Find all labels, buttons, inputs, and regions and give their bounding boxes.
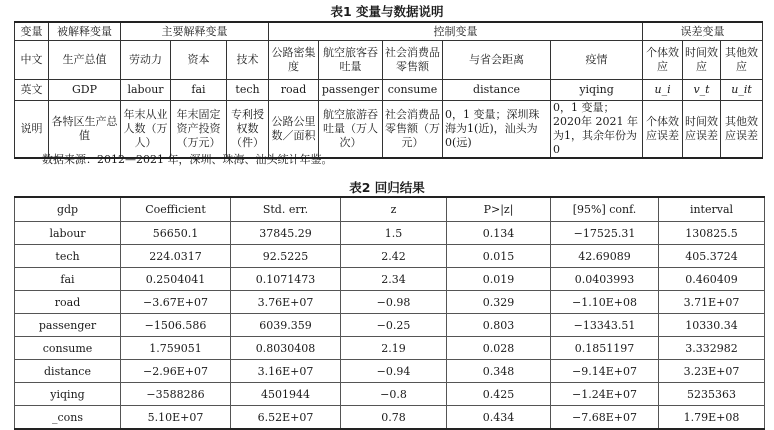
cn-cell: 疫情 — [551, 41, 643, 80]
column-header: z — [341, 197, 447, 222]
english-name-row — [15, 80, 763, 101]
table-cell: −0.8 — [341, 383, 447, 406]
table-row — [15, 314, 765, 337]
table-cell: 37845.29 — [231, 222, 341, 245]
cn-cell: 资本 — [171, 41, 227, 80]
table-cell: −3588286 — [121, 383, 231, 406]
cn-cell: 与省会距离 — [443, 41, 551, 80]
table-cell: 2.19 — [341, 337, 447, 360]
table-cell: 0.028 — [447, 337, 551, 360]
table-cell: −3.67E+07 — [121, 291, 231, 314]
row-label-desc: 说明 — [15, 101, 49, 159]
desc-cell: 时间效应误差 — [683, 101, 721, 159]
table-row — [15, 245, 765, 268]
column-header: gdp — [15, 197, 121, 222]
table-cell: 3.16E+07 — [231, 360, 341, 383]
en-cell: u_i — [643, 80, 683, 101]
table-cell: 0.78 — [341, 406, 447, 430]
table-cell: 6.52E+07 — [231, 406, 341, 430]
table-cell: 1.79E+08 — [659, 406, 765, 430]
table1-title: 表1 变量与数据说明 — [330, 4, 444, 19]
table-cell: yiqing — [15, 383, 121, 406]
control-header: 控制变量 — [269, 22, 643, 41]
table-cell: passenger — [15, 314, 121, 337]
table2-title: 表2 回归结果 — [349, 180, 425, 195]
table-cell: −13343.51 — [551, 314, 659, 337]
error-header: 误差变量 — [643, 22, 763, 41]
row-label-cn: 中文 — [15, 41, 49, 80]
variable-description-table — [14, 21, 763, 159]
desc-cell: 公路公里数／面积 — [269, 101, 319, 159]
table-cell: −17525.31 — [551, 222, 659, 245]
en-cell: tech — [227, 80, 269, 101]
cn-cell: 个体效应 — [643, 41, 683, 80]
table-cell: 3.76E+07 — [231, 291, 341, 314]
table-cell: tech — [15, 245, 121, 268]
table-cell: 4501944 — [231, 383, 341, 406]
table-cell: −7.68E+07 — [551, 406, 659, 430]
table-cell: 224.0317 — [121, 245, 231, 268]
var-header: 变量 — [15, 22, 49, 41]
table-cell: 1.759051 — [121, 337, 231, 360]
table-cell: 0.8030408 — [231, 337, 341, 360]
desc-cell: 社会消费品零售额（万元） — [383, 101, 443, 159]
desc-cell: 航空旅游吞吐量（万人次） — [319, 101, 383, 159]
column-header: Coefficient — [121, 197, 231, 222]
table-cell: 0.425 — [447, 383, 551, 406]
table-row — [15, 268, 765, 291]
table-cell: 6039.359 — [231, 314, 341, 337]
table-cell: 3.332982 — [659, 337, 765, 360]
table-cell: −9.14E+07 — [551, 360, 659, 383]
table-cell: 1.5 — [341, 222, 447, 245]
en-cell: road — [269, 80, 319, 101]
table-cell: fai — [15, 268, 121, 291]
cn-cell: 其他效应 — [721, 41, 763, 80]
cn-cell: 技术 — [227, 41, 269, 80]
table-cell: 2.34 — [341, 268, 447, 291]
table-cell: 0.1071473 — [231, 268, 341, 291]
table-cell: labour — [15, 222, 121, 245]
table-cell: −1.24E+07 — [551, 383, 659, 406]
table-row — [15, 383, 765, 406]
table-cell: −2.96E+07 — [121, 360, 231, 383]
desc-cell: 专利授权数（件） — [227, 101, 269, 159]
cn-cell: 航空旅客吞吐量 — [319, 41, 383, 80]
table-cell: consume — [15, 337, 121, 360]
table-cell: 92.5225 — [231, 245, 341, 268]
table-cell: 0.434 — [447, 406, 551, 430]
description-row — [15, 101, 763, 159]
data-source-note: 数据来源：2012—2021 年，深圳、珠海、汕头统计年鉴。 — [42, 153, 333, 166]
explained-header: 被解释变量 — [49, 22, 121, 41]
table-cell: 0.329 — [447, 291, 551, 314]
table-cell: 0.460409 — [659, 268, 765, 291]
table-cell: road — [15, 291, 121, 314]
cn-cell: 生产总值 — [49, 41, 121, 80]
table-cell: 0.015 — [447, 245, 551, 268]
table-cell: 3.23E+07 — [659, 360, 765, 383]
column-header: interval — [659, 197, 765, 222]
table-cell: −1506.586 — [121, 314, 231, 337]
table-cell: −1.10E+08 — [551, 291, 659, 314]
en-cell: v_t — [683, 80, 721, 101]
table-row — [15, 360, 765, 383]
en-cell: yiqing — [551, 80, 643, 101]
table-row — [15, 291, 765, 314]
desc-cell: 0，1 变量；深圳珠海为1(近)，汕头为0(远) — [443, 101, 551, 159]
cn-cell: 社会消费品零售额 — [383, 41, 443, 80]
chinese-name-row — [15, 41, 763, 80]
table-header-row — [15, 197, 765, 222]
group-header-row — [15, 22, 763, 41]
table-cell: 3.71E+07 — [659, 291, 765, 314]
table-cell: 56650.1 — [121, 222, 231, 245]
table-cell: −0.98 — [341, 291, 447, 314]
table-cell: distance — [15, 360, 121, 383]
en-cell: consume — [383, 80, 443, 101]
regression-results-table — [14, 196, 765, 430]
en-cell: distance — [443, 80, 551, 101]
table-cell: 0.2504041 — [121, 268, 231, 291]
desc-cell: 各特区生产总值 — [49, 101, 121, 159]
table-cell: 0.019 — [447, 268, 551, 291]
desc-cell: 个体效应误差 — [643, 101, 683, 159]
desc-cell: 年末固定资产投资（万元） — [171, 101, 227, 159]
column-header: [95%] conf. — [551, 197, 659, 222]
column-header: P>|z| — [447, 197, 551, 222]
table-cell: 0.1851197 — [551, 337, 659, 360]
table-cell: 42.69089 — [551, 245, 659, 268]
table-cell: 0.134 — [447, 222, 551, 245]
table-cell: 0.0403993 — [551, 268, 659, 291]
table-cell: 0.803 — [447, 314, 551, 337]
table-cell: −0.94 — [341, 360, 447, 383]
table-row — [15, 337, 765, 360]
table-cell: 5235363 — [659, 383, 765, 406]
en-cell: GDP — [49, 80, 121, 101]
en-cell: passenger — [319, 80, 383, 101]
cn-cell: 公路密集度 — [269, 41, 319, 80]
cn-cell: 劳动力 — [121, 41, 171, 80]
table-row — [15, 406, 765, 430]
table-cell: 5.10E+07 — [121, 406, 231, 430]
desc-cell: 其他效应误差 — [721, 101, 763, 159]
row-label-en: 英文 — [15, 80, 49, 101]
table-cell: 130825.5 — [659, 222, 765, 245]
en-cell: labour — [121, 80, 171, 101]
column-header: Std. err. — [231, 197, 341, 222]
table-cell: 405.3724 — [659, 245, 765, 268]
table-cell: −0.25 — [341, 314, 447, 337]
desc-cell: 0，1 变量；2020年 2021 年为1，其余年份为 0 — [551, 101, 643, 159]
main-explanatory-header: 主要解释变量 — [121, 22, 269, 41]
table-cell: 0.348 — [447, 360, 551, 383]
table-cell: 10330.34 — [659, 314, 765, 337]
table-cell: _cons — [15, 406, 121, 430]
en-cell: fai — [171, 80, 227, 101]
en-cell: u_it — [721, 80, 763, 101]
table-row — [15, 222, 765, 245]
table-cell: 2.42 — [341, 245, 447, 268]
desc-cell: 年末从业人数（万人） — [121, 101, 171, 159]
cn-cell: 时间效应 — [683, 41, 721, 80]
